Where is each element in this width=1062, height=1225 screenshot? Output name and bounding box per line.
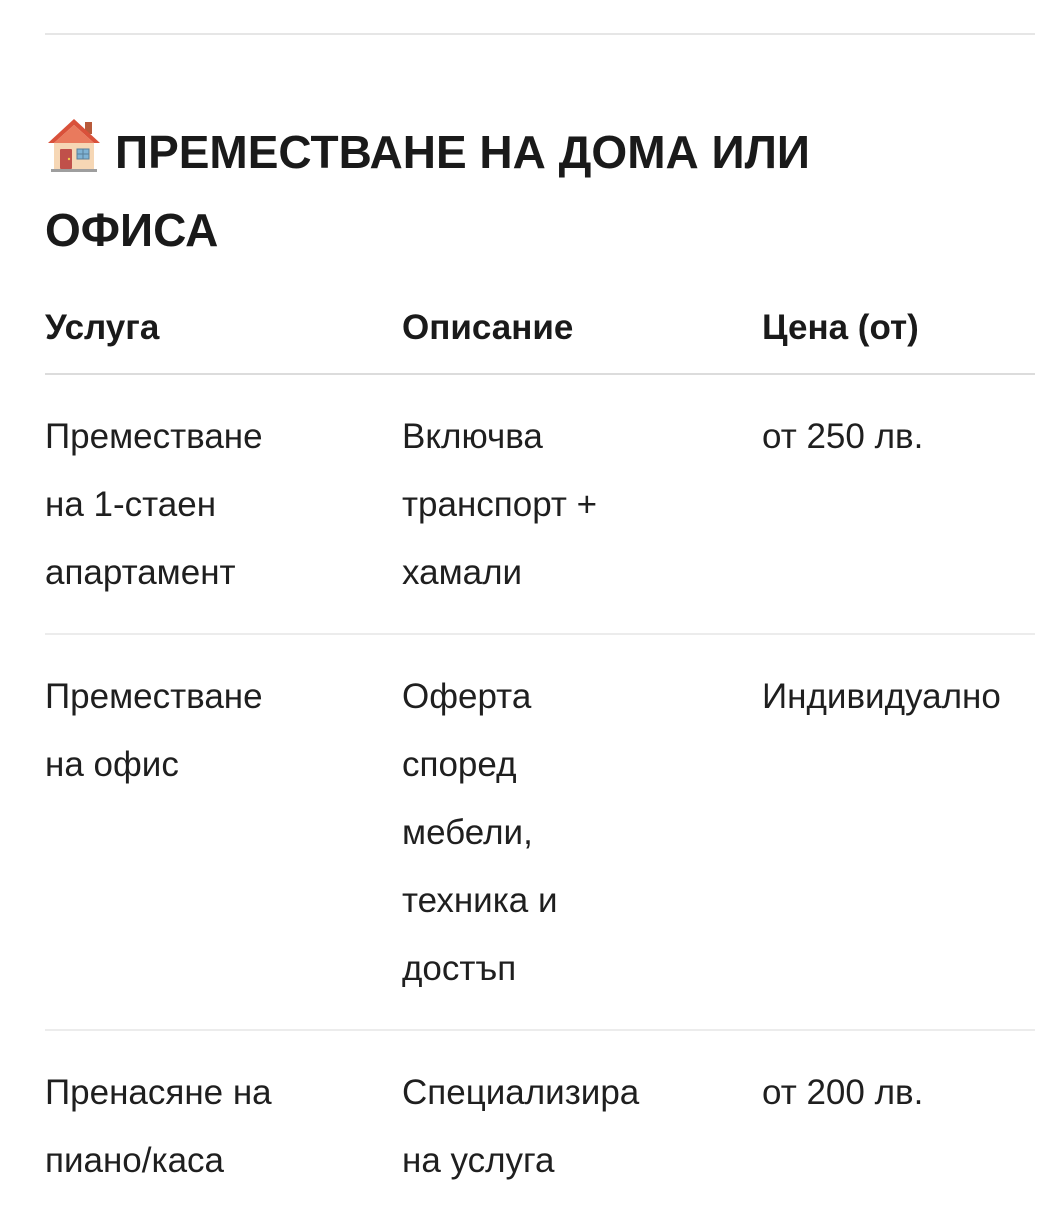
description-cell: Специализира на услуга (402, 1073, 640, 1180)
service-cell: Преместване на офис (45, 634, 402, 1030)
description-cell: Оферта според мебели, техника и достъп (402, 634, 762, 1030)
section-heading (45, 113, 945, 269)
description-cell: Включва транспорт + хамали (402, 374, 762, 634)
table-row (45, 634, 1035, 1030)
top-divider (45, 33, 1035, 35)
service-cell: Преместване на 1-стаен апартамент (45, 374, 402, 634)
service-cell: Пренасяне на пиано/каса (45, 1073, 272, 1180)
table-header-row (45, 294, 1035, 374)
section-title-line1: ПРЕМЕСТВАНЕ НА ДОМА ИЛИ (115, 126, 810, 178)
price-cell: Индивидуално (762, 634, 1035, 1030)
header-price: Цена (от) (762, 294, 1035, 374)
table-row (45, 1030, 1035, 1221)
price-cell: от 250 лв. (762, 374, 1035, 634)
price-table (45, 294, 1035, 1221)
header-service: Услуга (45, 294, 402, 374)
price-cell: от 200 лв. (762, 1073, 924, 1112)
house-icon (45, 116, 103, 174)
table-row (45, 374, 1035, 634)
section-title-line2: ОФИСА (45, 204, 219, 256)
header-description: Описание (402, 294, 762, 374)
